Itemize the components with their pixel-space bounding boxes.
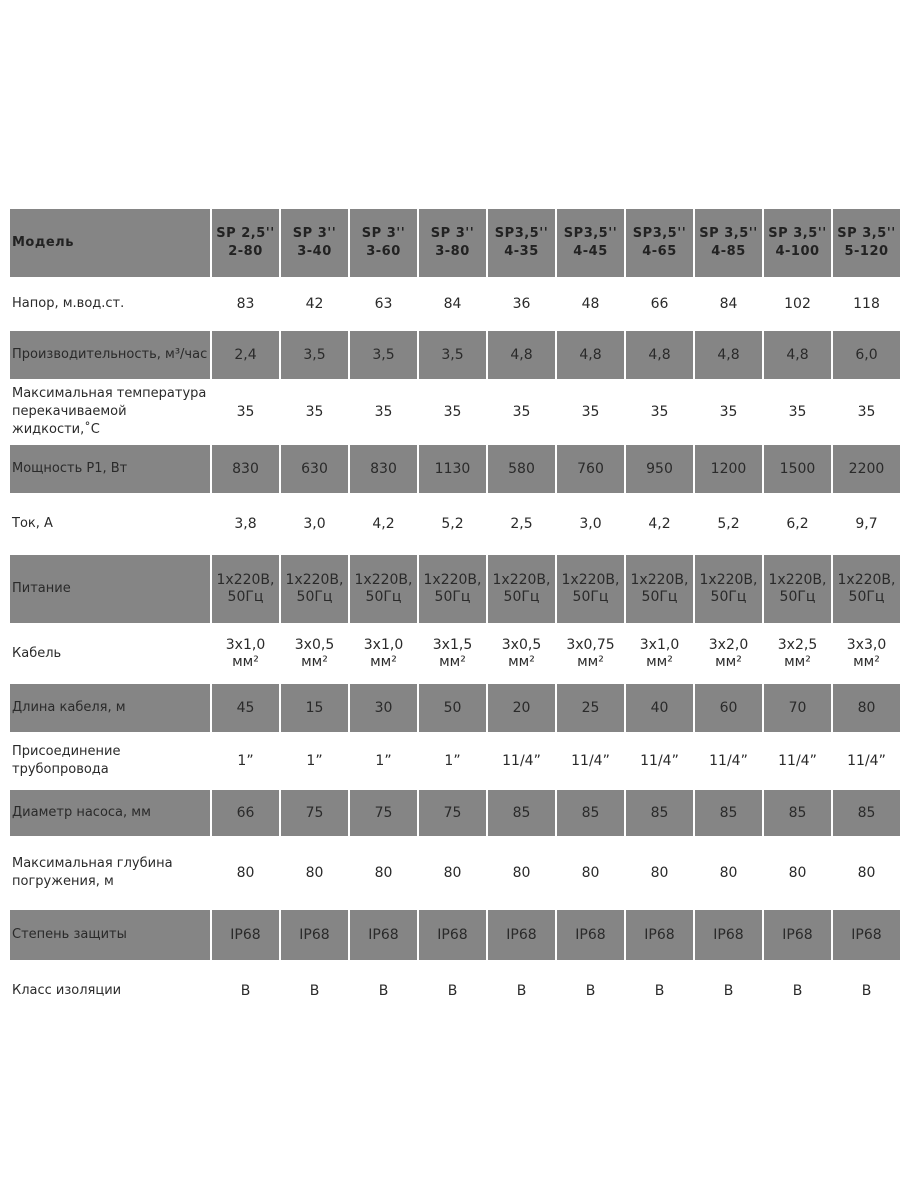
value-cell: 830 xyxy=(348,445,417,493)
model-header-cell: SP 3,5'' 4-100 xyxy=(762,209,831,277)
value-cell: 580 xyxy=(486,445,555,493)
value-cell: B xyxy=(555,963,624,1019)
value-cell: 950 xyxy=(624,445,693,493)
value-cell: 25 xyxy=(555,684,624,732)
value-cell: 1x220В, 50Гц xyxy=(417,555,486,623)
value-cell: B xyxy=(624,963,693,1019)
value-cell: 3,8 xyxy=(210,496,279,552)
value-cell: 35 xyxy=(831,382,900,442)
value-cell: B xyxy=(693,963,762,1019)
value-cell: 830 xyxy=(210,445,279,493)
value-cell: 80 xyxy=(210,839,279,907)
value-cell: 1” xyxy=(348,735,417,787)
row-label: Мощность P1, Вт xyxy=(10,445,210,493)
model-header-cell: SP 3'' 3-40 xyxy=(279,209,348,277)
value-cell: 80 xyxy=(624,839,693,907)
value-cell: 35 xyxy=(693,382,762,442)
value-cell: 2,5 xyxy=(486,496,555,552)
value-cell: 760 xyxy=(555,445,624,493)
value-cell: 1” xyxy=(279,735,348,787)
value-cell: 35 xyxy=(279,382,348,442)
value-cell: 85 xyxy=(693,790,762,836)
value-cell: 4,8 xyxy=(624,331,693,379)
value-cell: 3x1,0 мм² xyxy=(210,626,279,681)
value-cell: 35 xyxy=(210,382,279,442)
value-cell: 11/4” xyxy=(624,735,693,787)
value-cell: 2200 xyxy=(831,445,900,493)
model-header-cell: SP 3'' 3-60 xyxy=(348,209,417,277)
value-cell: 4,2 xyxy=(348,496,417,552)
value-cell: 80 xyxy=(831,684,900,732)
row-label: Производительность, м³/час xyxy=(10,331,210,379)
value-cell: B xyxy=(486,963,555,1019)
row-label: Кабель xyxy=(10,626,210,681)
value-cell: IP68 xyxy=(624,910,693,960)
value-cell: 3x2,5 мм² xyxy=(762,626,831,681)
value-cell: 42 xyxy=(279,280,348,328)
value-cell: 3x3,0 мм² xyxy=(831,626,900,681)
value-cell: 6,0 xyxy=(831,331,900,379)
value-cell: 80 xyxy=(831,839,900,907)
value-cell: 35 xyxy=(417,382,486,442)
value-cell: 11/4” xyxy=(555,735,624,787)
model-header-cell: SP 3,5'' 4-85 xyxy=(693,209,762,277)
value-cell: 30 xyxy=(348,684,417,732)
value-cell: 80 xyxy=(279,839,348,907)
value-cell: 9,7 xyxy=(831,496,900,552)
value-cell: 2,4 xyxy=(210,331,279,379)
value-cell: 84 xyxy=(693,280,762,328)
value-cell: 80 xyxy=(348,839,417,907)
row-label: Присоединение трубопровода xyxy=(10,735,210,787)
value-cell: 11/4” xyxy=(762,735,831,787)
value-cell: 3x0,5 мм² xyxy=(279,626,348,681)
value-cell: 3x0,5 мм² xyxy=(486,626,555,681)
value-cell: 1x220В, 50Гц xyxy=(279,555,348,623)
value-cell: 6,2 xyxy=(762,496,831,552)
value-cell: IP68 xyxy=(210,910,279,960)
value-cell: 630 xyxy=(279,445,348,493)
value-cell: 4,8 xyxy=(762,331,831,379)
value-cell: IP68 xyxy=(555,910,624,960)
value-cell: 1500 xyxy=(762,445,831,493)
value-cell: 3,0 xyxy=(279,496,348,552)
value-cell: 3x2,0 мм² xyxy=(693,626,762,681)
value-cell: 1x220В, 50Гц xyxy=(555,555,624,623)
value-cell: IP68 xyxy=(486,910,555,960)
value-cell: 80 xyxy=(486,839,555,907)
value-cell: 3x1,5 мм² xyxy=(417,626,486,681)
value-cell: 50 xyxy=(417,684,486,732)
value-cell: 3x0,75 мм² xyxy=(555,626,624,681)
value-cell: B xyxy=(348,963,417,1019)
value-cell: 11/4” xyxy=(486,735,555,787)
value-cell: 1” xyxy=(417,735,486,787)
row-label: Ток, А xyxy=(10,496,210,552)
model-header-cell: SP3,5'' 4-35 xyxy=(486,209,555,277)
row-label: Длина кабеля, м xyxy=(10,684,210,732)
value-cell: 3x1,0 мм² xyxy=(624,626,693,681)
value-cell: 118 xyxy=(831,280,900,328)
value-cell: 1x220В, 50Гц xyxy=(348,555,417,623)
value-cell: 1x220В, 50Гц xyxy=(210,555,279,623)
value-cell: IP68 xyxy=(831,910,900,960)
value-cell: 5,2 xyxy=(693,496,762,552)
value-cell: 66 xyxy=(624,280,693,328)
row-label: Степень защиты xyxy=(10,910,210,960)
value-cell: 85 xyxy=(762,790,831,836)
value-cell: 83 xyxy=(210,280,279,328)
model-header-cell: SP 3'' 3-80 xyxy=(417,209,486,277)
value-cell: 35 xyxy=(624,382,693,442)
value-cell: 85 xyxy=(831,790,900,836)
value-cell: 40 xyxy=(624,684,693,732)
model-header-cell: SP 3,5'' 5-120 xyxy=(831,209,900,277)
value-cell: 60 xyxy=(693,684,762,732)
value-cell: 35 xyxy=(555,382,624,442)
value-cell: 1x220В, 50Гц xyxy=(693,555,762,623)
value-cell: 5,2 xyxy=(417,496,486,552)
value-cell: IP68 xyxy=(279,910,348,960)
row-label: Модель xyxy=(10,209,210,277)
value-cell: 3,5 xyxy=(348,331,417,379)
value-cell: 4,8 xyxy=(486,331,555,379)
value-cell: 15 xyxy=(279,684,348,732)
value-cell: 1x220В, 50Гц xyxy=(624,555,693,623)
value-cell: 4,8 xyxy=(555,331,624,379)
value-cell: 63 xyxy=(348,280,417,328)
row-label: Класс изоляции xyxy=(10,963,210,1019)
value-cell: 3,5 xyxy=(417,331,486,379)
value-cell: 102 xyxy=(762,280,831,328)
value-cell: 75 xyxy=(279,790,348,836)
value-cell: IP68 xyxy=(348,910,417,960)
model-header-cell: SP3,5'' 4-65 xyxy=(624,209,693,277)
value-cell: 48 xyxy=(555,280,624,328)
value-cell: 85 xyxy=(555,790,624,836)
value-cell: B xyxy=(279,963,348,1019)
value-cell: 70 xyxy=(762,684,831,732)
value-cell: IP68 xyxy=(693,910,762,960)
value-cell: 80 xyxy=(762,839,831,907)
row-label: Диаметр насоса, мм xyxy=(10,790,210,836)
row-label: Максимальная глубина погружения, м xyxy=(10,839,210,907)
value-cell: 35 xyxy=(348,382,417,442)
value-cell: 75 xyxy=(417,790,486,836)
value-cell: 3,5 xyxy=(279,331,348,379)
model-header-cell: SP 2,5'' 2-80 xyxy=(210,209,279,277)
row-label: Напор, м.вод.ст. xyxy=(10,280,210,328)
value-cell: 4,8 xyxy=(693,331,762,379)
value-cell: 11/4” xyxy=(693,735,762,787)
model-header-cell: SP3,5'' 4-45 xyxy=(555,209,624,277)
value-cell: 85 xyxy=(486,790,555,836)
value-cell: B xyxy=(210,963,279,1019)
value-cell: 80 xyxy=(555,839,624,907)
value-cell: 1200 xyxy=(693,445,762,493)
value-cell: 1x220В, 50Гц xyxy=(762,555,831,623)
value-cell: 1” xyxy=(210,735,279,787)
row-label: Максимальная температура перекачиваемой жидкости,˚С xyxy=(10,382,210,442)
value-cell: IP68 xyxy=(762,910,831,960)
value-cell: IP68 xyxy=(417,910,486,960)
value-cell: 80 xyxy=(417,839,486,907)
value-cell: 85 xyxy=(624,790,693,836)
value-cell: B xyxy=(417,963,486,1019)
value-cell: 1x220В, 50Гц xyxy=(486,555,555,623)
value-cell: 35 xyxy=(486,382,555,442)
value-cell: B xyxy=(831,963,900,1019)
value-cell: 1x220В, 50Гц xyxy=(831,555,900,623)
pump-spec-table xyxy=(10,209,900,1019)
value-cell: 4,2 xyxy=(624,496,693,552)
value-cell: 84 xyxy=(417,280,486,328)
value-cell: 35 xyxy=(762,382,831,442)
row-label: Питание xyxy=(10,555,210,623)
value-cell: 36 xyxy=(486,280,555,328)
value-cell: 75 xyxy=(348,790,417,836)
value-cell: 3x1,0 мм² xyxy=(348,626,417,681)
value-cell: 20 xyxy=(486,684,555,732)
value-cell: 80 xyxy=(693,839,762,907)
value-cell: 11/4” xyxy=(831,735,900,787)
value-cell: 1130 xyxy=(417,445,486,493)
value-cell: B xyxy=(762,963,831,1019)
value-cell: 66 xyxy=(210,790,279,836)
value-cell: 3,0 xyxy=(555,496,624,552)
value-cell: 45 xyxy=(210,684,279,732)
